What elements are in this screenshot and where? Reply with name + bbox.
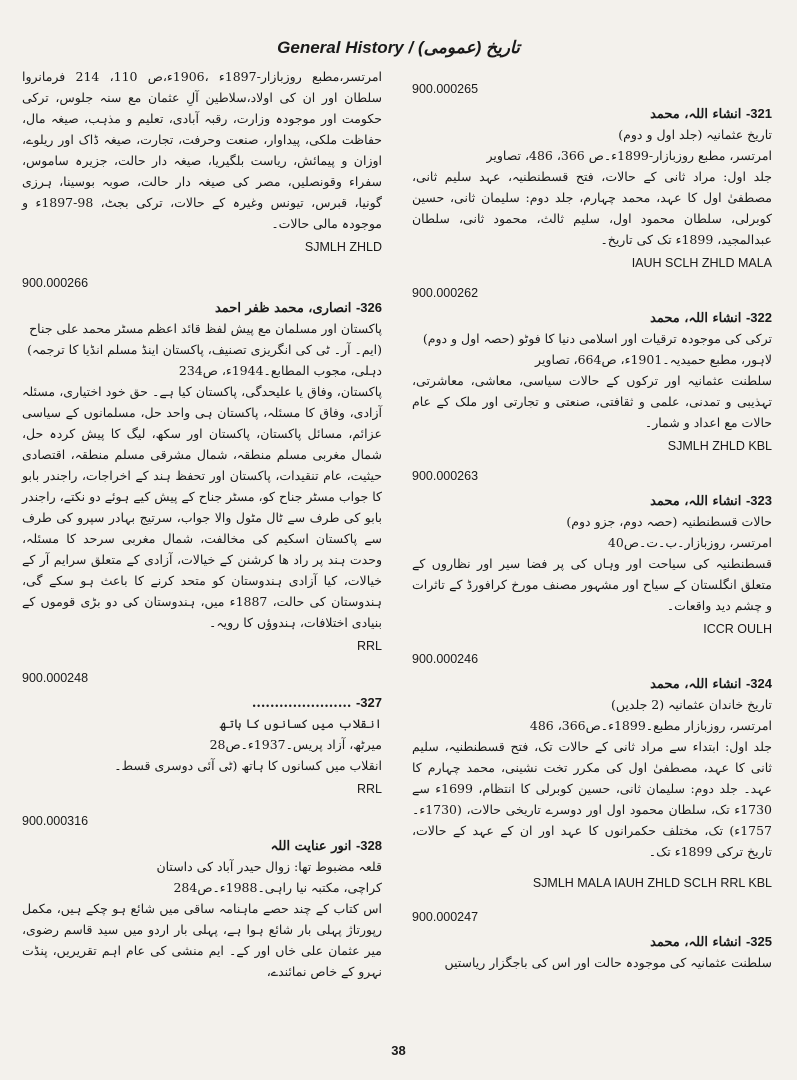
entry-author: انشاء اللہ، محمد — [650, 677, 742, 692]
entry-heading — [22, 838, 382, 854]
entry-body: پاکستان، وفاق یا علیحدگی، پاکستان کیا ہے۔ حق خود اختیاری، مسئلہ آزادی، وفاق کا مسئلہ، پاکستان ہی واحد حل، مسلمانوں کے سیاسی عزائم، مسائل پاکستان، پاکستان اور سکھ، لیگ کا پیش کردہ حل، شمال مغربی مسلم منطقہ، شمال مشرقی مسلم منطقہ، اقتصادی حیثیت، عام تنقیدات، پاکستان اور تحفظ ہند کے اخراجات، راجندر بابو کا جواب مسٹر جناح کو، مسٹر جناح کے پیش کیے ہوئے دو نکتے، راجندر بابو کی طرف سے ٹال مٹول والا جواب، سرتیج بہادر سپرو کی طرف سے پاکستان اسکیم کی مخالفت، شمال مغربی سرحد کا مسئلہ، وحدت ہند پر راد ھا کرشنن کے خیالات، آزادی کے متعلق سرایم آر کے خیالات، کیا آزادی ہندوستان کو متحد کرنے کا باعث ہو سکے گی، ہندوستان کی حالت، 1887ء میں، ہندوستان کی دو بڑی قوموں کے بنیادی اختلافات، ہندوؤں کا رویہ۔ — [22, 384, 382, 630]
entry-author: انشاء اللہ، محمد — [650, 107, 742, 122]
entry-imprint: کراچی، مکتبہ نیا راہی۔1988ء۔ص284 — [173, 880, 382, 895]
entry-imprint: لاہور، مطبع حمیدیہ۔1901ء، ص664، تصاویر — [535, 352, 772, 367]
accession-number: 900.000247 — [412, 910, 479, 924]
accession-number: 900.000262 — [412, 286, 479, 300]
entry-title: قلعہ مضبوط تھا: زوال حیدر آباد کی داستان — [156, 859, 382, 874]
entry-number: 322- — [745, 310, 772, 325]
entry-328 — [22, 814, 382, 982]
accession-number: 900.000265 — [412, 82, 479, 96]
entry-body: امرتسر،مطبع روزبازار-1897ء ،1906ء،ص 110، 214 فرمانروا سلطان اور ان کی اولاد،سلاطین آلِ عثمان مع سنہ جلوس، ترکی حکومت اور موجودہ وزارت، رقبہ آبادی، تعلیم و مذہب، صیغہ مال، حفاظت ملکی، پیداوار، صنعت وحرفت، تجارت، صیغہ ڈاک اور ریلوے، اوزان و پیمائش، ریاست بلگیریا، صیغہ دار حالت، جزیرہ ساموس، سفراء وقونصلیں، مصر کی صیغہ دار حالت، صوبہ بوسینا، ہرزی گونیا، قبرس، تیونس وغیرہ کے حالات، ترکی بجٹ، 98-1897ء و موجودہ مالی حالات۔ — [22, 69, 383, 231]
entry-321 — [412, 82, 772, 272]
entry-327 — [22, 671, 382, 798]
library-codes: SJMLH ZHLD KBL — [667, 439, 772, 453]
entry-title: انقلاب میں کسانوں کا ہاتھ — [219, 716, 382, 731]
entry-heading — [22, 300, 382, 316]
entry-title: تاریخ خاندان عثمانیہ (2 جلدیں) — [611, 697, 772, 712]
entry-number: 325- — [745, 934, 772, 949]
entry-322 — [412, 286, 772, 455]
entry-imprint: امرتسر، روزبازار مطبع۔1899ء۔ص366، 486 — [529, 718, 772, 733]
entry-heading — [412, 934, 772, 950]
entry-heading — [412, 493, 772, 509]
library-codes: SJMLH ZHLD — [304, 240, 382, 254]
entry-body: جلد اول: ابتداء سے مراد ثانی کے حالات تک، فتح قسطنطنیہ، سلیم ثانی کا عہد، مصطفیٰ اول کی مکرر تخت نشینی، محمد چہارم کا عہد۔ جلد دوم: سلیمان ثانی، حسین کوبرلی کا انتظام، 1699ء سے 1730ء تک، سلطان محمود اول اور دوسرے تاریخی حالات، (1730ء۔ 1757ء) تک، مختلف حکمرانوں کا عہد اور ان کے عہد کے حالات، تاریخ ترکی 1899ء تک۔ — [412, 739, 772, 859]
entry-body: انقلاب میں کسانوں کا ہاتھ (ٹی آئی دوسری قسط۔ — [114, 758, 382, 773]
right-column — [412, 66, 772, 973]
entry-author: انور عنایت اللہ — [270, 839, 352, 854]
accession-number: 900.000263 — [412, 469, 479, 483]
entry-body: قسطنطنیہ کی سیاحت اور وہاں کی پر فضا سیر اور نظاروں کے متعلق انگلستان کے سیاح اور مشہور مصنف مورخ کرافورڈ کے تاثرات و چشم دید واقعات۔ — [412, 556, 772, 613]
entry-title: سلطنت عثمانیہ کی موجودہ حالت اور اس کی باجگزار ریاستیں — [444, 955, 772, 970]
page-title: General History / تاریخ (عمومی) — [277, 38, 520, 57]
entry-body: جلد اول: مراد ثانی کے حالات، فتح قسطنطنیہ، عہد سلیم ثانی، مصطفیٰ اول کا عہد، محمد چہارم، جلد دوم: سلیمان ثانی، حسین کوبرلی، سلطان محمود اول، سلیم ثالث، محمود ثانی، سلطان عبدالمجید، 1899ء تک کی تاریخ۔ — [412, 169, 772, 247]
entry-body: اس کتاب کے چند حصے ماہنامہ ساقی میں شائع ہو چکے ہیں، مکمل رپورتاژ پہلی بار شائع ہوا ہے، پہلی بار اردو میں سید قاسم رضوی، میر عثمان علی خاں اور کے۔ ایم منشی کی عام اہم تقریریں، پنڈت نہرو کے خاص نمائندے، — [22, 901, 382, 979]
entry-number: 326- — [355, 300, 382, 315]
library-codes: ICCR OULH — [703, 622, 772, 636]
entry-number: 327- — [355, 695, 382, 710]
entry-author: انشاء اللہ، محمد — [650, 494, 742, 509]
entry-number: 321- — [745, 106, 772, 121]
entry-325 — [412, 910, 772, 973]
accession-number: 900.000246 — [412, 652, 479, 666]
left-column — [22, 66, 382, 982]
entry-heading — [412, 676, 772, 692]
library-codes: IAUH SCLH ZHLD MALA — [631, 256, 772, 270]
entry-author: ...................... — [251, 696, 352, 711]
entry-324 — [412, 652, 772, 892]
accession-number: 900.000266 — [22, 276, 89, 290]
entry-imprint: میرٹھ، آزاد پریس۔1937ء۔ص28 — [209, 737, 382, 752]
entry-author: انشاء اللہ، محمد — [650, 935, 742, 950]
page-number: 38 — [391, 1043, 406, 1058]
entry-imprint: امرتسر، مطبع روزبازار-1899ء۔ص 366، 486، تصاویر — [486, 148, 772, 163]
entry-title: تاریخ عثمانیہ (جلد اول و دوم) — [618, 127, 772, 142]
entry-imprint: دہلی، مجوب المطابع۔1944ء، ص234 — [178, 363, 382, 378]
entry-number: 328- — [355, 838, 382, 853]
library-codes: RRL — [356, 639, 382, 653]
library-codes: SJMLH MALA IAUH ZHLD SCLH RRL KBL — [532, 876, 772, 890]
entry-body: سلطنت عثمانیہ اور ترکوں کے حالات سیاسی، معاشی، معاشرتی، تہذیبی و تمدنی، علمی و ثقافتی، صنعتی و تجارتی اور ملک کے عام حالات مع اعداد و شمار۔ — [412, 373, 772, 430]
entry-title: حالات قسطنطنیہ (حصہ دوم، جزو دوم) — [566, 514, 772, 529]
entry-number: 323- — [745, 493, 772, 508]
entry-title: ترکی کی موجودہ ترقیات اور اسلامی دنیا کا فوٹو (حصہ اول و دوم) — [422, 331, 772, 346]
entry-heading — [412, 106, 772, 122]
library-codes: RRL — [356, 782, 382, 796]
entry-323 — [412, 469, 772, 638]
entry-author: انصاری، محمد ظفر احمد — [214, 301, 352, 316]
entry-number: 324- — [745, 676, 772, 691]
accession-number: 900.000248 — [22, 671, 89, 685]
entry-author: انشاء اللہ، محمد — [650, 311, 742, 326]
entry-heading — [22, 695, 382, 711]
entry-title: پاکستان اور مسلمان مع پیش لفظ قائد اعظم مسٹر محمد علی جناح (ایم۔ آر۔ ٹی کی انگریزی تصنیف، پاکستان اینڈ مسلم انڈیا کا ترجمہ) — [27, 321, 382, 357]
accession-number: 900.000316 — [22, 814, 89, 828]
entry-326 — [22, 276, 382, 655]
entry-heading — [412, 310, 772, 326]
entry-intro — [22, 66, 382, 256]
entry-imprint: امرتسر، روزبازار۔ب۔ت۔ص40 — [607, 535, 772, 550]
